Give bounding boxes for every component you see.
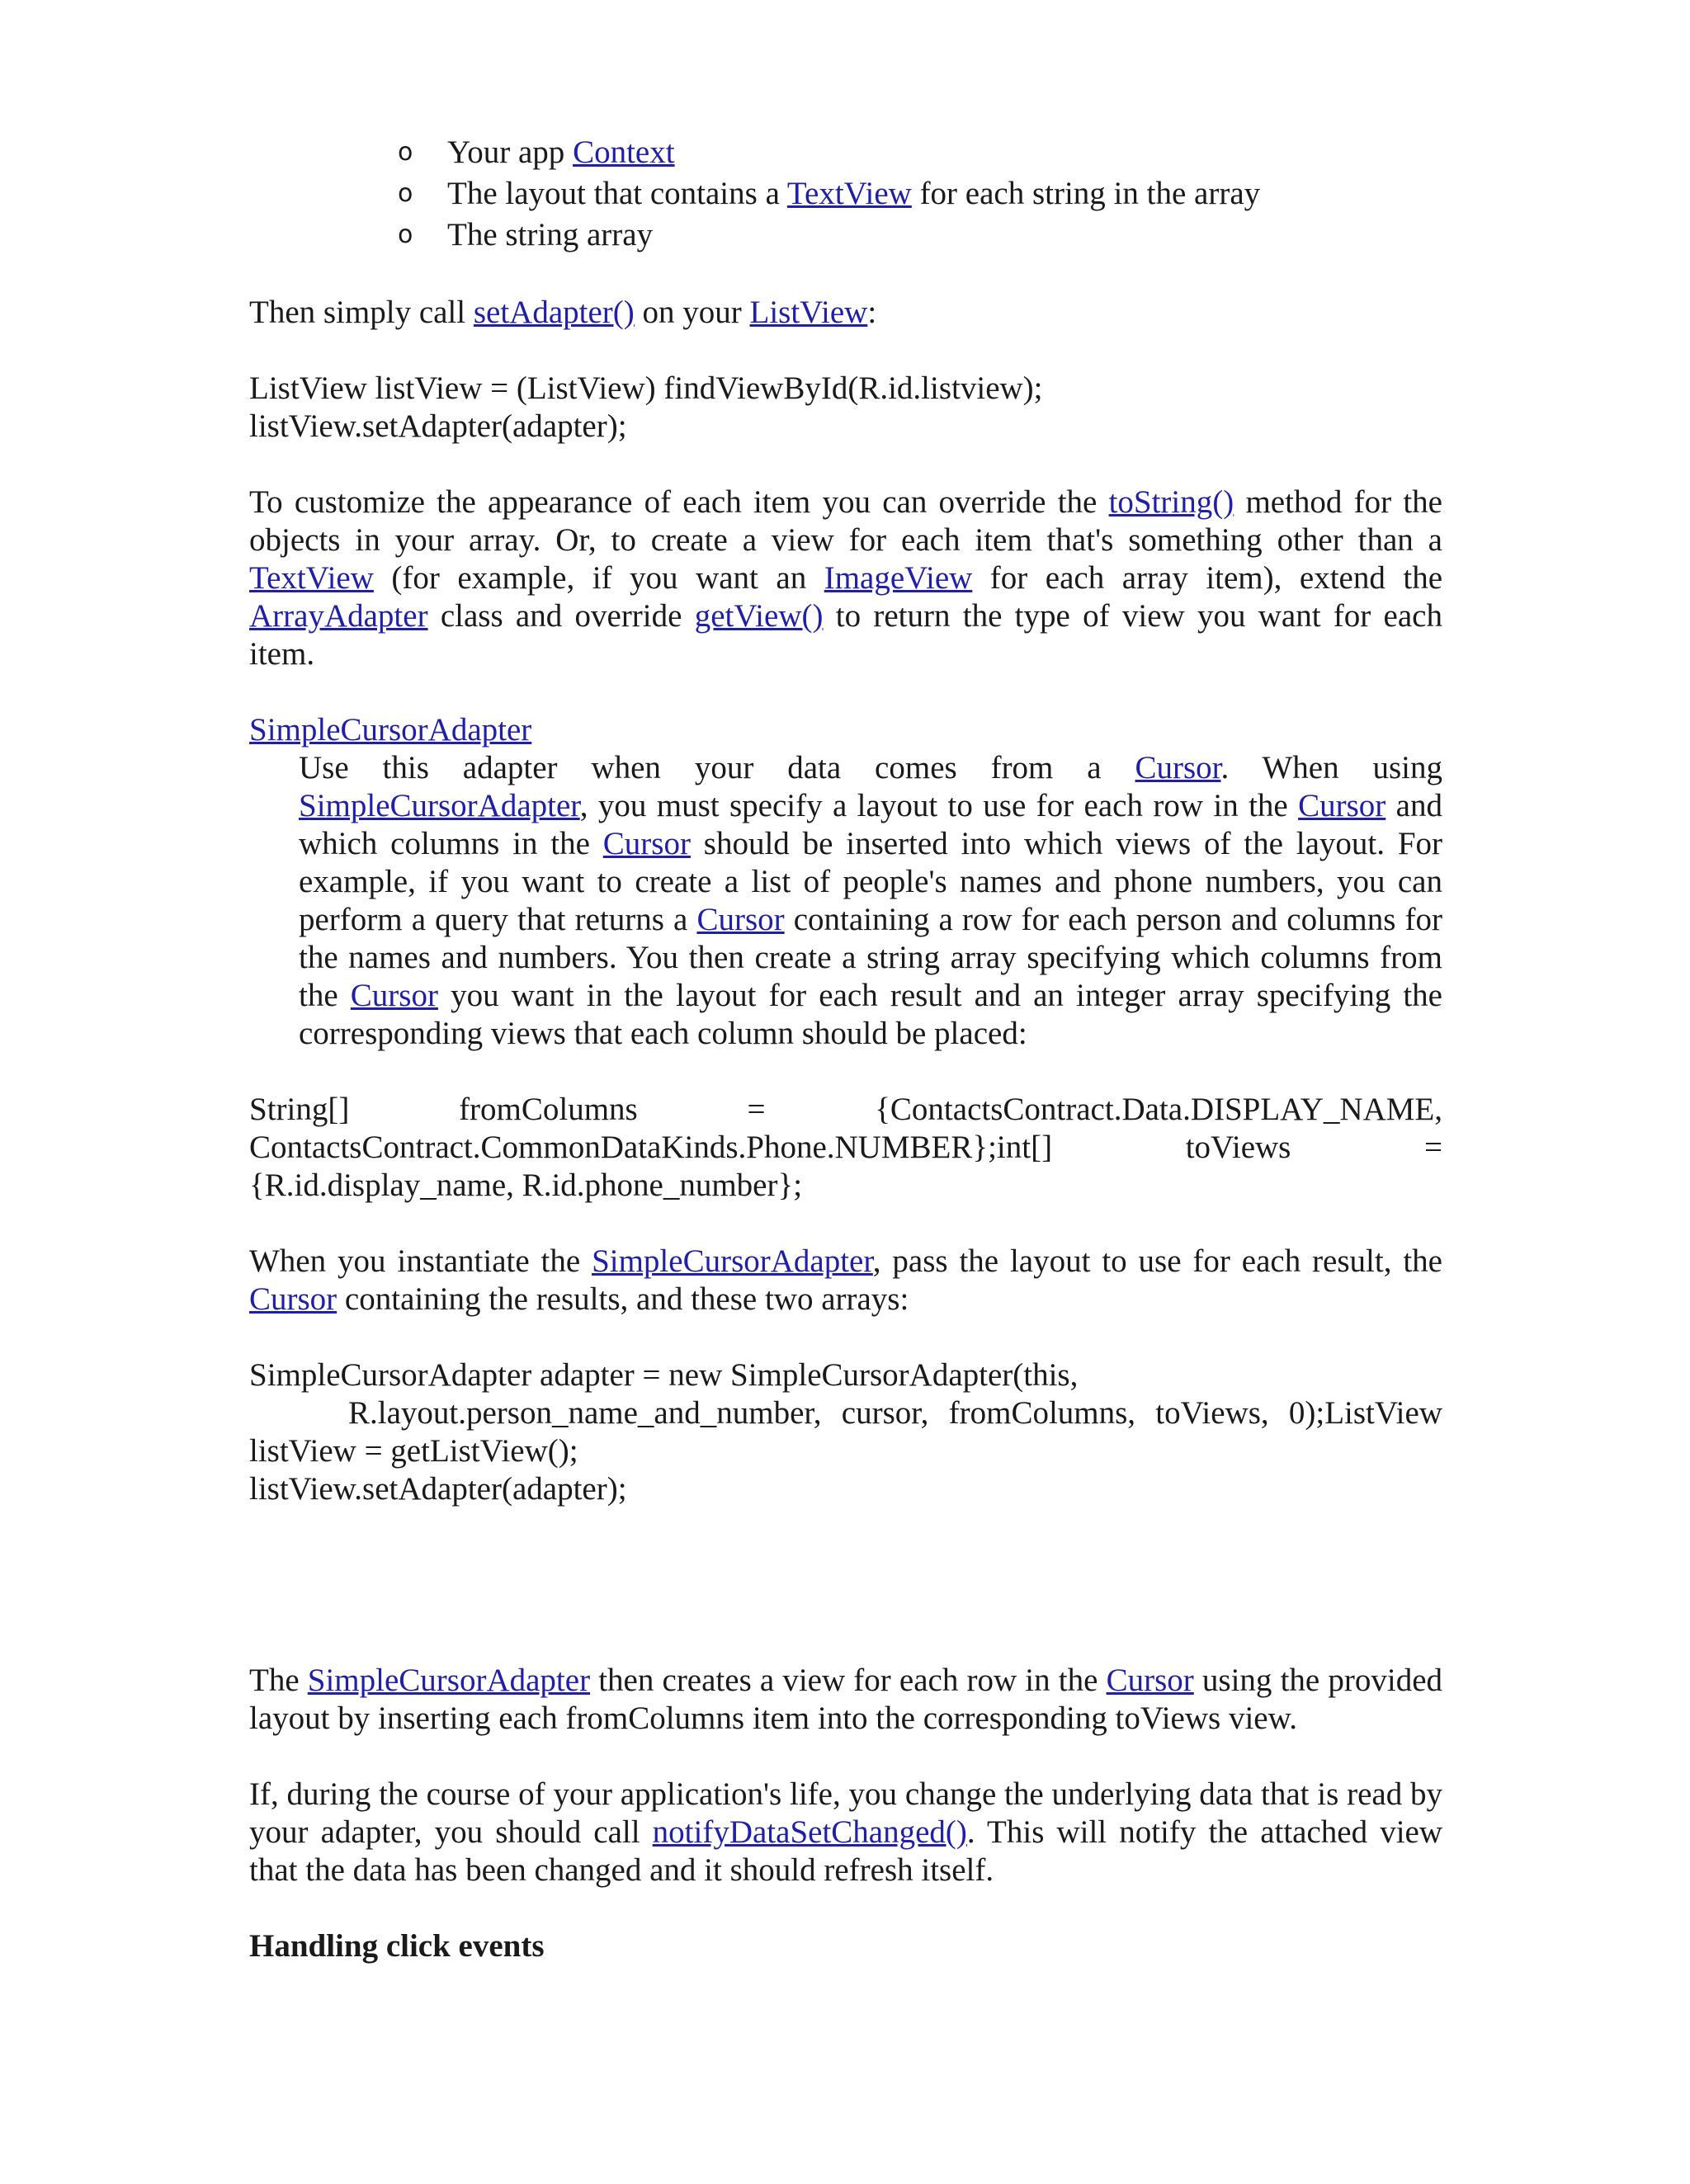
code-line: R.layout.person_name_and_number, cursor, fromColumns, toViews, 0);ListView [348,1395,1442,1431]
simplecursoradapter-description: Use this adapter when your data comes from a Cursor. When using SimpleCursorAdapter, you must specify a layout to use for each row in the Cursor and which columns in the Cursor should be inserted into which views of the layout. For example, if you want to create a list of people's names and phone numbers, you can perform a query that returns a Cursor containing a row for each person and columns for the names and numbers. You then create a string array specifying which columns from the Cursor you want in the layout for each result and an integer array specifying the corresponding views that each column should be placed: [299,750,1442,1051]
code-line: listView = getListView(); [249,1433,578,1469]
customize-paragraph: To customize the appearance of each item you can override the toString() method for the objects in your array. Or, to create a view for each item that's something other than a TextView (for example, if you want an ImageView for each array item), extend the ArrayAdapter class and override getView() to return the type of view you want for each item. [249,484,1443,672]
simplecursoradapter-section [249,711,1442,1053]
notifydatasetchanged-link[interactable]: notifyDataSetChanged() [652,1814,967,1850]
document-page [249,132,1442,1965]
setadapter-link[interactable]: setAdapter() [473,295,635,330]
code-line: ContactsContract.CommonDataKinds.Phone.NUMBER};int[] toViews = [249,1130,1442,1165]
cursor-link[interactable]: Cursor [249,1281,338,1317]
bullet-icon: o [398,179,413,208]
cursor-link[interactable]: Cursor [1298,788,1386,823]
section-heading-click-events: Handling click events [249,1928,545,1964]
list-item: o The layout that contains a TextView for each string in the array [249,173,1442,215]
arrayadapter-link[interactable]: ArrayAdapter [249,598,428,634]
cursor-link[interactable]: Cursor [696,902,785,937]
getview-link[interactable]: getView() [694,598,824,634]
instantiate-paragraph: When you instantiate the SimpleCursorAdapter, pass the layout to use for each result, the Cursor containing the results, and these two arrays: [249,1243,1442,1317]
context-link[interactable]: Context [573,134,675,170]
cursor-link[interactable]: Cursor [1135,750,1221,785]
simplecursoradapter-title-link[interactable]: SimpleCursorAdapter [249,712,532,748]
bullet-icon: o [398,220,413,249]
simplecursoradapter-link[interactable]: SimpleCursorAdapter [592,1243,873,1279]
code-line: ListView listView = (ListView) findViewById(R.id.listview); [249,370,1043,406]
adapter-args-list [249,132,1442,256]
code-block-listview [249,370,1442,446]
cursor-link[interactable]: Cursor [350,978,438,1013]
bullet-icon: o [398,138,413,167]
tostring-link[interactable]: toString() [1108,484,1234,520]
section-title [249,711,1442,749]
code-block-columns [249,1091,1442,1205]
listview-link[interactable]: ListView [749,295,868,330]
creates-view-paragraph: The SimpleCursorAdapter then creates a view for each row in the Cursor using the provided layout by inserting each fromColumns item into the corresponding toViews view. [249,1663,1442,1736]
imageview-link[interactable]: ImageView [824,560,973,596]
code-line: SimpleCursorAdapter adapter = new SimpleCursorAdapter(this, [249,1357,1079,1393]
list-item: o The string array [249,215,1442,256]
simplecursoradapter-link[interactable]: SimpleCursorAdapter [299,788,580,823]
cursor-link[interactable]: Cursor [1106,1663,1194,1698]
textview-link[interactable]: TextView [786,176,912,211]
code-line: String[] fromColumns = {ContactsContract.Data.DISPLAY_NAME, [249,1092,1442,1127]
cursor-link[interactable]: Cursor [602,826,691,861]
code-line: listView.setAdapter(adapter); [249,408,627,444]
notify-paragraph: If, during the course of your application's life, you change the underlying data that is read by your adapter, you should call notifyDataSetChanged(). This will notify the attached view that the data has been changed and it should refresh itself. [249,1776,1443,1888]
textview-link[interactable]: TextView [249,560,374,596]
code-line: {R.id.display_name, R.id.phone_number}; [249,1167,803,1203]
code-block-adapter [249,1356,1442,1508]
list-item: o Your app Context [249,132,1442,173]
code-line: listView.setAdapter(adapter); [249,1471,627,1507]
simplecursoradapter-link[interactable]: SimpleCursorAdapter [307,1663,591,1698]
setadapter-paragraph: Then simply call setAdapter() on your ListView: [249,295,877,330]
